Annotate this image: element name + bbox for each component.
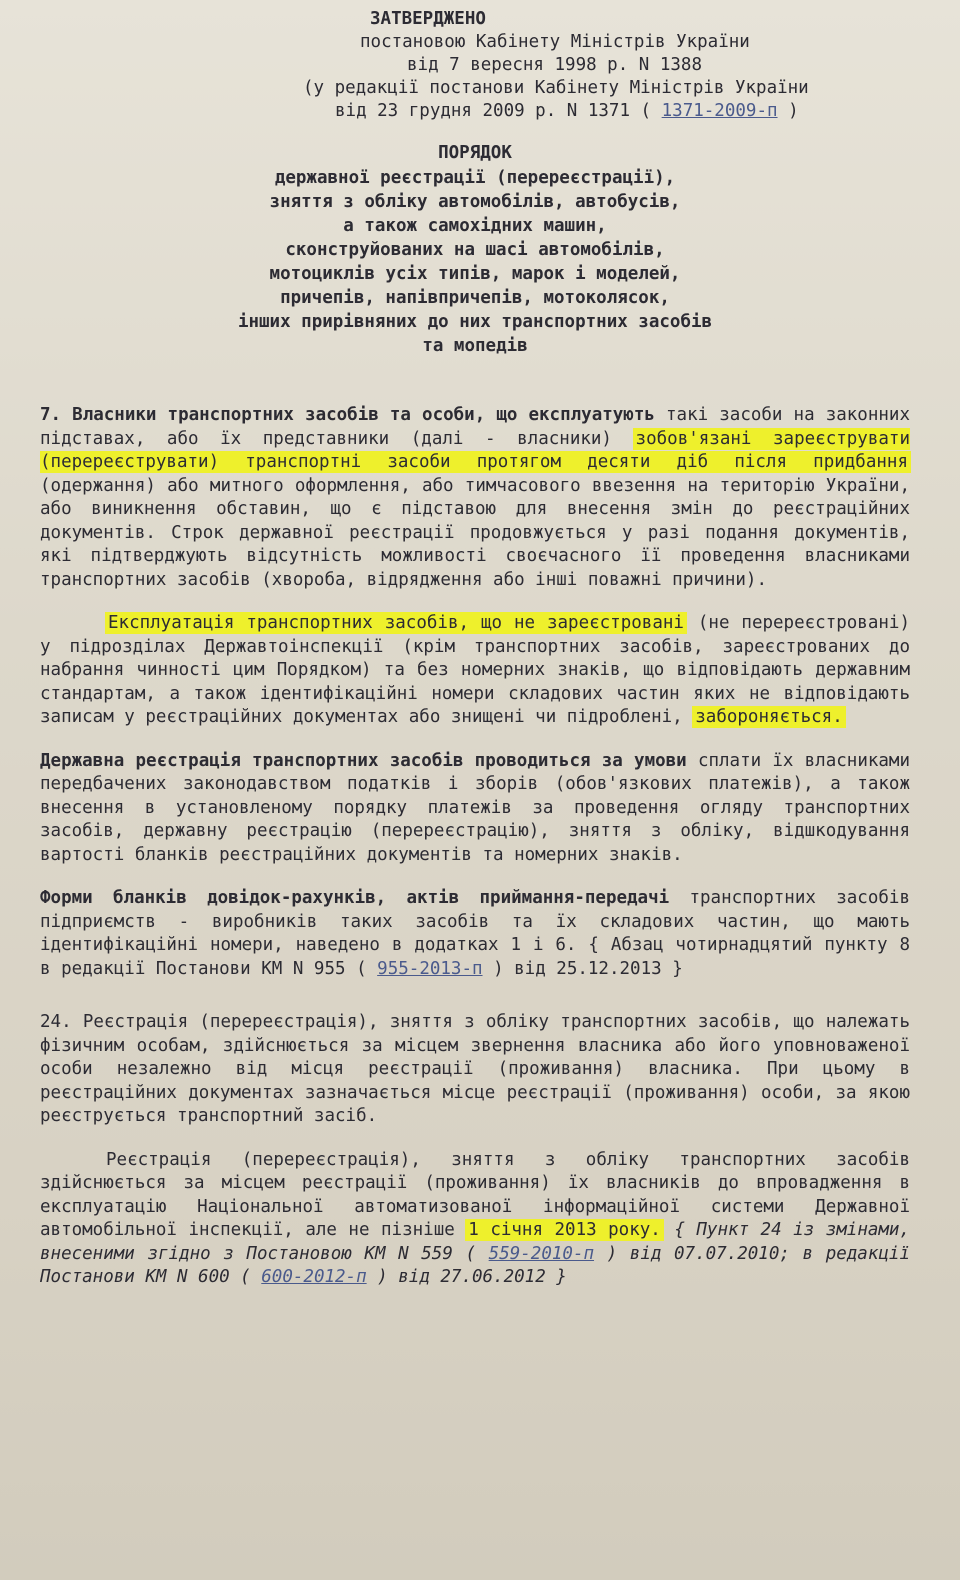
paragraph-text: ) від 25.12.2013 }	[493, 958, 683, 979]
paragraph-text: такі засоби на законних підставах, або їх представники (далі - власники)	[40, 405, 910, 449]
resolution-link-600[interactable]: 600-2012-п	[261, 1267, 367, 1287]
paragraph-text: транспортних засобів підприємств - виробників таких засобів та їх складових частин, що мають ідентифікаційні номери, наведено в додатках 1 і 6. { Абзац чотирнадцятий пункту 8 в редакції Постанови КМ N 955 (	[40, 888, 910, 979]
paragraph-text: (одержання) або митного оформлення, або тимчасового ввезення на територію України, або виникнення обставин, що є підставою для внесення змін до реєстраційних документів. Строк державної реєстрації продовжується у разі подання документів, які підтверджують відсутність можливості своєчасного її проведення власниками транспортних засобів (хвороба, відрядження або інші поважні причини).	[40, 475, 910, 590]
approval-text: )	[788, 101, 799, 121]
paragraph-text: Реєстрація (перереєстрація), зняття з обліку транспортних засобів здійснюється за місцем реєстрації (проживання) їх власників до впровадження в експлуатацію Національної автоматизованої інформаційної системи Державної автомобільної інспекції, але не пізніше	[40, 1149, 910, 1240]
title-line: державної реєстрації (перереєстрації),	[274, 168, 676, 188]
paragraph-exploitation	[40, 612, 910, 730]
highlighted-text: зобов'язані зареєструвати (перереєструвати) транспортні засоби протягом десяти діб після придбання	[40, 428, 910, 472]
title-line: мотоциклів усіх типів, марок і моделей,	[269, 264, 681, 284]
resolution-link-559[interactable]: 559-2010-п	[488, 1243, 595, 1264]
approval-block	[265, 8, 910, 123]
highlighted-text: забороняється.	[695, 707, 843, 727]
note-text: { Пункт 24 із змінами, внесеними згідно з Постановою КМ N 559 (	[40, 1220, 910, 1264]
approval-line: від 7 вересня 1998 р. N 1388	[407, 55, 703, 75]
paragraph-lead: Форми бланків довідок-рахунків, актів приймання-передачі	[40, 888, 670, 908]
approval-text: від 23 грудня 2009 р. N 1371 (	[335, 101, 652, 121]
title-line: та мопедів	[422, 336, 528, 356]
paragraph-7-lead: 7. Власники транспортних засобів та особи, що експлуатують	[40, 405, 655, 425]
paragraph-lead: Державна реєстрація транспортних засобів проводиться за умови	[40, 750, 687, 771]
approval-heading: ЗАТВЕРДЖЕНО	[370, 9, 486, 29]
highlighted-text: Експлуатація транспортних засобів, що не зареєстровані	[108, 613, 684, 633]
title-line: сконструйованих на шасі автомобілів,	[285, 240, 665, 260]
title-main: ПОРЯДОК	[438, 143, 512, 163]
title-line: причепів, напівпричепів, мотоколясок,	[280, 288, 670, 308]
paragraph-text: (не перереєстровані) у підрозділах Державтоінспекції (крім транспортних засобів, зареєстрованих до набрання чинності цим Порядком) та без номерних знаків, що відповідають державним стандартам, а також ідентифікаційні номери складових частин яких не відповідають записам у реєстраційних документах або знищені чи підроблені,	[40, 613, 910, 727]
note-text: ) від 27.06.2012 }	[377, 1267, 567, 1287]
title-line: а також самохідних машин,	[343, 216, 607, 236]
document-title	[40, 141, 910, 358]
paragraph-24-second	[40, 1149, 910, 1290]
title-line: інших прирівняних до них транспортних засобів	[237, 312, 713, 332]
title-line: зняття з обліку автомобілів, автобусів,	[269, 192, 681, 212]
note-text: ) від 07.07.2010; в редакції Постанови КМ N 600 (	[40, 1243, 910, 1287]
highlighted-text: 1 січня 2013 року.	[468, 1220, 661, 1240]
approval-line: (у редакції постанови Кабінету Міністрів України	[303, 78, 809, 98]
paragraph-state-registration	[40, 750, 910, 868]
paragraph-7	[40, 404, 910, 592]
paragraph-text: 24. Реєстрація (перереєстрація), зняття з обліку транспортних засобів, що належать фізичним особам, здійснюється за місцем звернення власника або його уповноваженої особи незалежно від місця реєстрації (проживання) власника. При цьому в реєстраційних документах зазначається місце реєстрації (проживання) особи, за якою реєструється транспортний засіб.	[40, 1012, 910, 1126]
paragraph-24	[40, 1011, 910, 1129]
paragraph-forms	[40, 887, 910, 981]
resolution-link-1371[interactable]: 1371-2009-п	[661, 101, 778, 121]
paragraph-text: сплати їх власниками передбачених законодавством податків і зборів (обов'язкових платежів), а також внесення в установленому порядку платежів за проведення огляду транспортних засобів, державну реєстрацію (перереєстрацію), зняття з обліку, відшкодування вартості бланків реєстраційних документів та номерних знаків.	[40, 750, 910, 865]
approval-line: постановою Кабінету Міністрів України	[360, 32, 750, 52]
approval-line	[335, 100, 910, 123]
resolution-link-955[interactable]: 955-2013-п	[377, 958, 483, 979]
